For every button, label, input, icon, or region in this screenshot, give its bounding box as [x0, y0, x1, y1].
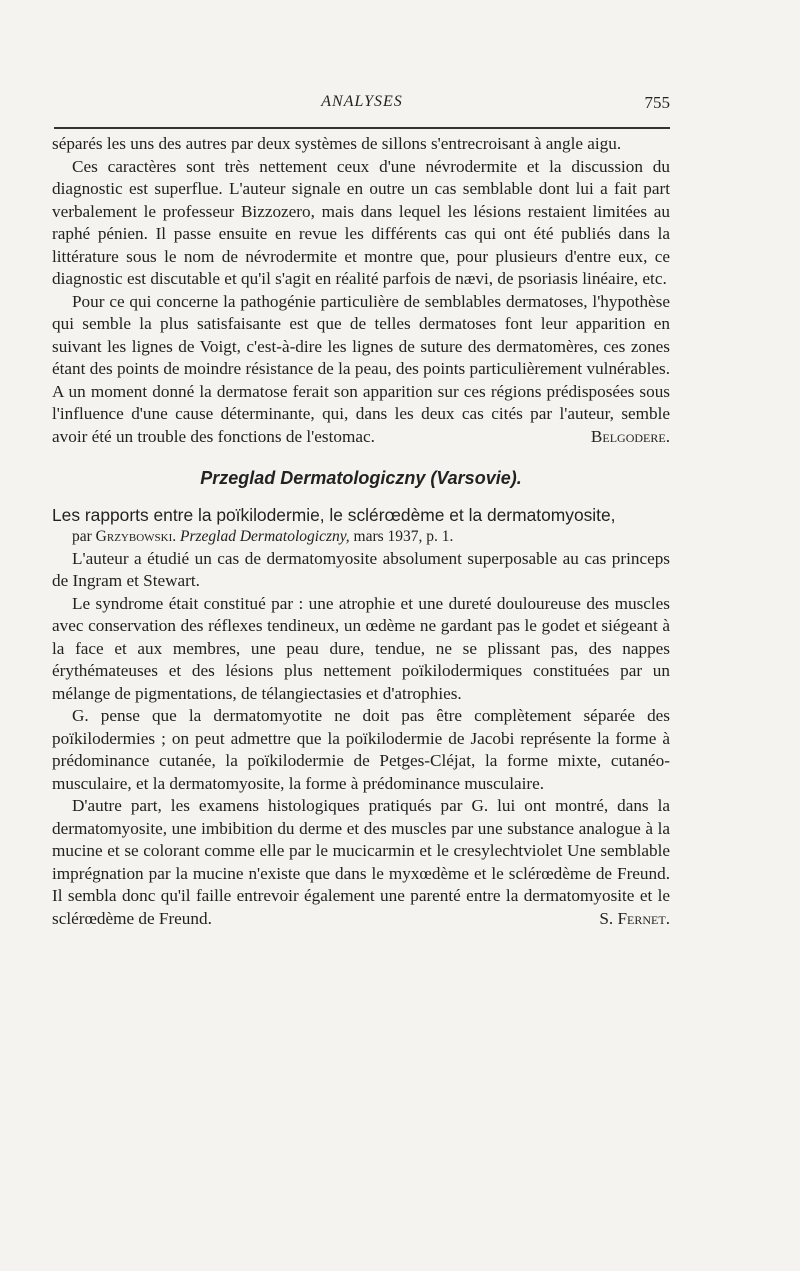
- review2-paragraph-3: G. pense que la dermatomyotite ne doit pas être complètement séparée des poïkilodermies ; on peut admettre que la poïkilodermie de Jacobi représente la forme à prédominance cutanée, la poïkilodermie de Petges-Cléjat, la forme mixte, cutanéo-musculaire, et la dermatomyosite, la forme à prédominance musculaire.: [52, 706, 670, 793]
- review1-paragraph-1: séparés les uns des autres par deux systèmes de sillons s'entrecroisant à angle aigu.: [52, 134, 622, 153]
- article-title: Les rapports entre la poïkilodermie, le sclérœdème et la dermatomyosite,: [52, 504, 616, 525]
- header-rule: [54, 127, 670, 129]
- journal-heading: Przeglad Dermatologiczny (Varsovie).: [200, 468, 522, 488]
- review2-paragraph-4-text: D'autre part, les examens histologiques pratiqués par G. lui ont montré, dans la dermatomyosite, une imbibition du derme et des muscles par une substance analogue à la mucine et se colorant comme elle par le mucicarmin et le cresylechtviolet Une semblable imprégnation par la mucine n'existe que dans le myxœdème et le sclérœdème de Freund. Il sembla donc qu'il faille entrevoir également une parenté entre la dermatomyosite et le sclérœdème de Freund.: [52, 796, 670, 928]
- review1-paragraph-3-text: Pour ce qui concerne la pathogénie particulière de semblables dermatoses, l'hypothèse qui semble la plus satisfaisante est que de telles dermatoses font leur apparition en suivant les lignes de Voigt, c'est-à-dire les lignes de suture des dermatomères, ces zones étant des points de moindre résistance de la peau, des points particulièrement vulnérables. A un moment donné la dermatose ferait son apparition sur ces régions prédisposées sous l'influence d'une cause déterminante, qui, dans les deux cas cités par l'auteur, semble avoir été un trouble des fonctions de l'estomac.: [52, 291, 670, 446]
- review2-paragraph-2: Le syndrome était constitué par : une atrophie et une dureté douloureuse des muscles avec conservation des réflexes tendineux, un œdème ne gardant pas le godet et siégeant à la face et aux membres, une peau dure, tendue, ne se plissant pas, des nappes érythémateuses et des lésions plus nettement poïkilodermiques constituées par un mélange de pigmentations, de télangiectasies et d'atrophies.: [52, 593, 670, 703]
- review1-signature: Belgodere.: [590, 426, 670, 446]
- page-number: 755: [644, 93, 670, 112]
- page-body: [52, 133, 670, 930]
- byline-par: par: [72, 527, 92, 545]
- review1-paragraph-2: Ces caractères sont très nettement ceux d'une névrodermite et la discussion du diagnostic est superflue. L'auteur signale en outre un cas semblable dont lui a fait part verbalement le professeur Bizzozero, mais dans lequel les lésions restaient limitées au raphé pénien. Il passe ensuite en revue les différents cas qui ont été publiés dans la littérature sous le nom de névrodermite et montre que, pour plusieurs d'entre eux, ce diagnostic est discutable et qu'il s'agit en réalité parfois de nævi, de psoriasis linéaire, etc.: [52, 156, 670, 288]
- article-byline: [52, 526, 670, 548]
- running-title: ANALYSES: [321, 93, 403, 110]
- review1-paragraph-3: [52, 291, 670, 449]
- review2-paragraph-1: L'auteur a étudié un cas de dermatomyosite absolument superposable au cas princeps de Ingram et Stewart.: [52, 548, 670, 590]
- review2-paragraph-4: [52, 795, 670, 930]
- byline-rest: mars 1937, p. 1.: [353, 527, 454, 545]
- byline-journal: Przeglad Dermatologiczny,: [180, 527, 350, 545]
- byline-author: Grzybowski.: [95, 527, 177, 545]
- review2-signature: S. Fernet.: [599, 908, 670, 928]
- running-header: [54, 93, 670, 121]
